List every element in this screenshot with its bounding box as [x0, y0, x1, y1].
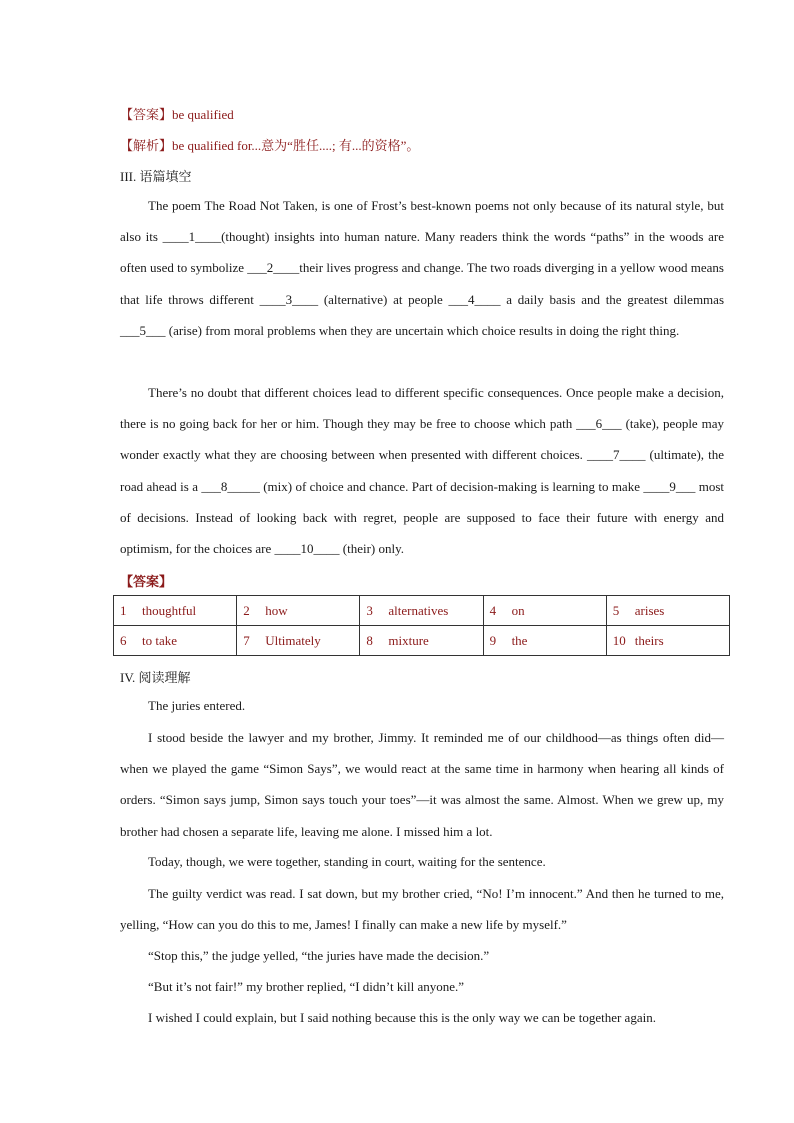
answer-number: 5: [612, 602, 620, 618]
analysis-label: 【解析】: [120, 138, 173, 153]
answer-text: Ultimately: [265, 632, 321, 648]
answer-cell: [114, 626, 237, 656]
answer-cell: [360, 596, 483, 626]
reading-paragraph-6: “But it’s not fair!” my brother replied, “I didn’t kill anyone.”: [148, 979, 465, 994]
answer-cell: [114, 596, 237, 626]
answer-number: 8: [366, 632, 373, 648]
answer-cell: [606, 626, 729, 656]
answer-text: to take: [142, 632, 178, 648]
analysis-value: be qualified for...意为“胜任....; 有...的资格”。: [172, 138, 420, 153]
answer-value: be qualified: [172, 107, 234, 122]
answer-number: 4: [489, 602, 497, 618]
answer-line: [120, 104, 234, 123]
cloze-answer-label: 【答案】: [120, 574, 173, 589]
cloze-paragraph-2: There’s no doubt that different choices lead to different specific consequences. Once people make a decision, there is no going back for her or him. Though they may be free to choose which path ___6___ (take), people may wonder exactly what they are choosing between when presented with different choices. ____7____ (ultimate), the road ahead is a ___8_____ (mix) of choice and chance. Part of decision-making is learning to make ____9___ most of decisions. Instead of looking back with regret, people are supposed to face their future with energy and optimism, for the choices are ____10____ (their) only.: [120, 385, 724, 557]
answer-table: [113, 595, 730, 656]
answer-cell: [360, 626, 483, 656]
reading-paragraph-5: “Stop this,” the judge yelled, “the juries have made the decision.”: [148, 948, 490, 963]
cloze-paragraph-1: The poem The Road Not Taken, is one of Frost’s best-known poems not only because of its natural style, but also its ____1____(thought) insights into human nature. Many readers think the words “paths” in the woods are often used to symbolize ___2____their lives progress and change. The two roads diverging in a yellow wood means that life throws different ____3____ (alternative) at people ___4____ a daily basis and the greatest dilemmas ___5___ (arise) from moral problems when they are uncertain which choice results in doing the right thing.: [120, 198, 724, 338]
answer-number: 1: [120, 602, 127, 618]
reading-paragraph-3: Today, though, we were together, standing in court, waiting for the sentence.: [148, 854, 546, 869]
answer-text: how: [265, 602, 288, 618]
answer-number: 10: [612, 632, 626, 648]
answer-number: 7: [243, 632, 250, 648]
reading-paragraph-2: I stood beside the lawyer and my brother, Jimmy. It reminded me of our childhood—as things often did—when we played the game “Simon Says”, we would react at the same time in harmony when hearing all kinds of orders. “Simon says jump, Simon says touch your toes”—it was almost the same. Almost. When we grew up, my brother had chosen a separate life, leaving me alone. I missed him a lot.: [120, 730, 724, 839]
answer-text: on: [511, 602, 525, 618]
answer-cell: [237, 596, 360, 626]
answer-label: 【答案】: [120, 107, 173, 122]
analysis-line: [120, 135, 419, 154]
answer-number: 2: [243, 602, 250, 618]
reading-paragraph-4: The guilty verdict was read. I sat down, but my brother cried, “No! I’m innocent.” And then he turned to me, yelling, “How can you do this to me, James! I finally can make a new life by myself.”: [120, 886, 724, 933]
answer-number: 3: [366, 602, 373, 618]
answer-cell: [606, 596, 729, 626]
answer-text: the: [511, 632, 528, 648]
answer-text: mixture: [388, 632, 429, 648]
answer-text: alternatives: [388, 602, 449, 618]
table-row: [114, 596, 730, 626]
answer-cell: [483, 626, 606, 656]
answer-number: 9: [489, 632, 497, 648]
table-row: [114, 626, 730, 656]
answer-number: 6: [120, 632, 127, 648]
reading-paragraph-7: I wished I could explain, but I said nothing because this is the only way we can be together again.: [148, 1010, 656, 1025]
answer-cell: [237, 626, 360, 656]
section-4-heading: IV. 阅读理解: [120, 670, 191, 685]
answer-text: arises: [634, 602, 665, 618]
section-3-heading: III. 语篇填空: [120, 169, 192, 184]
answer-cell: [483, 596, 606, 626]
answer-text: theirs: [634, 632, 664, 648]
reading-paragraph-1: The juries entered.: [148, 698, 246, 713]
answer-text: thoughtful: [142, 602, 197, 618]
